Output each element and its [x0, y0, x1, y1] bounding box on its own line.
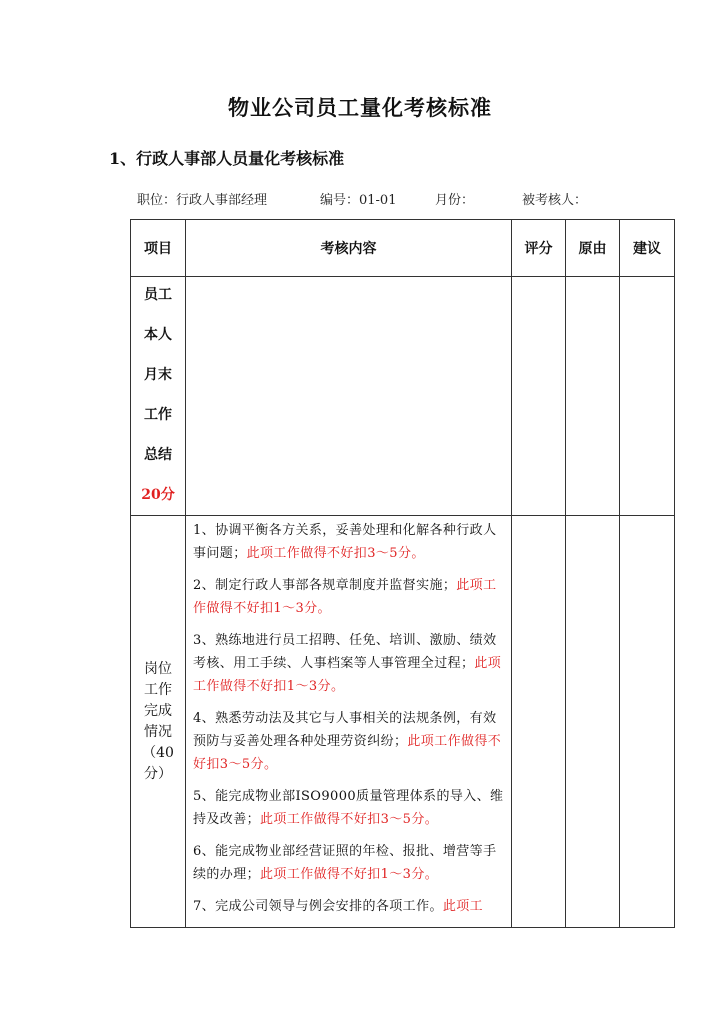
score-cell[interactable]: [512, 516, 566, 928]
item-penalty: 此项工作做得不好扣3～5分。: [193, 734, 502, 772]
table-header-row: [131, 220, 675, 277]
document-title: 物业公司员工量化考核标准: [228, 95, 492, 120]
header-reason: 原由: [566, 220, 620, 277]
list-item: [193, 629, 505, 698]
list-item: [193, 785, 505, 831]
table-row: [131, 277, 675, 516]
item-text: 3、熟练地进行员工招聘、任免、培训、激励、绩效考核、用工手续、人事档案等人事管理全过程；: [193, 633, 497, 671]
label-line: 情况: [144, 723, 172, 740]
item-text: 2、制定行政人事部各规章制度并监督实施；: [193, 578, 457, 593]
label-line: 工作: [144, 407, 172, 423]
item-text: 4、熟悉劳动法及其它与人事相关的法规条例，有效预防与妥善处理各种处理劳资纠纷；: [193, 711, 497, 749]
item-text: 5、能完成物业部ISO9000质量管理体系的导入、维持及改善；: [193, 789, 504, 827]
suggestion-cell[interactable]: [620, 516, 675, 928]
item-penalty: 此项工作做得不好扣1～3分。: [193, 578, 497, 616]
label-line: 月末: [144, 367, 172, 383]
label-line: 本人: [144, 327, 172, 343]
item-text: 6、能完成物业部经营证照的年检、报批、增营等手续的办理；: [193, 844, 497, 882]
label-line: 岗位: [144, 660, 172, 677]
list-item: [193, 574, 505, 620]
label-line: 员工: [144, 287, 172, 303]
header-content: 考核内容: [186, 220, 512, 277]
item-penalty: 此项工作做得不好扣1～3分。: [193, 656, 502, 694]
item-penalty: 此项工作做得不好扣3～5分。: [246, 546, 425, 561]
label-line: 工作: [144, 681, 172, 698]
row-label-summary: [131, 277, 186, 516]
header-score: 评分: [512, 220, 566, 277]
performance-content-cell: [186, 516, 512, 928]
label-line: 分）: [144, 765, 172, 782]
score-label: 20分: [141, 487, 175, 503]
item-penalty: 此项工作做得不好扣3～5分。: [260, 812, 439, 827]
label-line: 完成: [144, 702, 172, 719]
section-title: 1、行政人事部人员量化考核标准: [109, 149, 345, 168]
item-penalty: 此项工: [442, 899, 484, 914]
assessment-table: [130, 219, 675, 928]
list-item: [193, 707, 505, 776]
header-suggestion: 建议: [620, 220, 675, 277]
table-row: [131, 516, 675, 928]
label-line: 总结: [144, 447, 172, 463]
list-item: [193, 895, 505, 918]
meta-month: 月份：: [435, 193, 475, 208]
meta-number: 编号：01-01: [320, 193, 397, 208]
item-penalty: 此项工作做得不好扣1～3分。: [260, 867, 439, 882]
summary-content-cell[interactable]: [186, 277, 512, 516]
item-text: 1、协调平衡各方关系，妥善处理和化解各种行政人事问题；: [193, 523, 497, 561]
suggestion-cell[interactable]: [620, 277, 675, 516]
list-item: [193, 519, 505, 565]
score-cell[interactable]: [512, 277, 566, 516]
header-item: 项目: [131, 220, 186, 277]
reason-cell[interactable]: [566, 516, 620, 928]
row-label-performance: [131, 516, 186, 928]
reason-cell[interactable]: [566, 277, 620, 516]
list-item: [193, 840, 505, 886]
meta-examinee: 被考核人：: [522, 193, 588, 208]
item-text: 7、完成公司领导与例会安排的各项工作。: [193, 899, 443, 914]
label-line: （40: [142, 744, 174, 761]
meta-position: 职位：行政人事部经理: [137, 193, 268, 208]
